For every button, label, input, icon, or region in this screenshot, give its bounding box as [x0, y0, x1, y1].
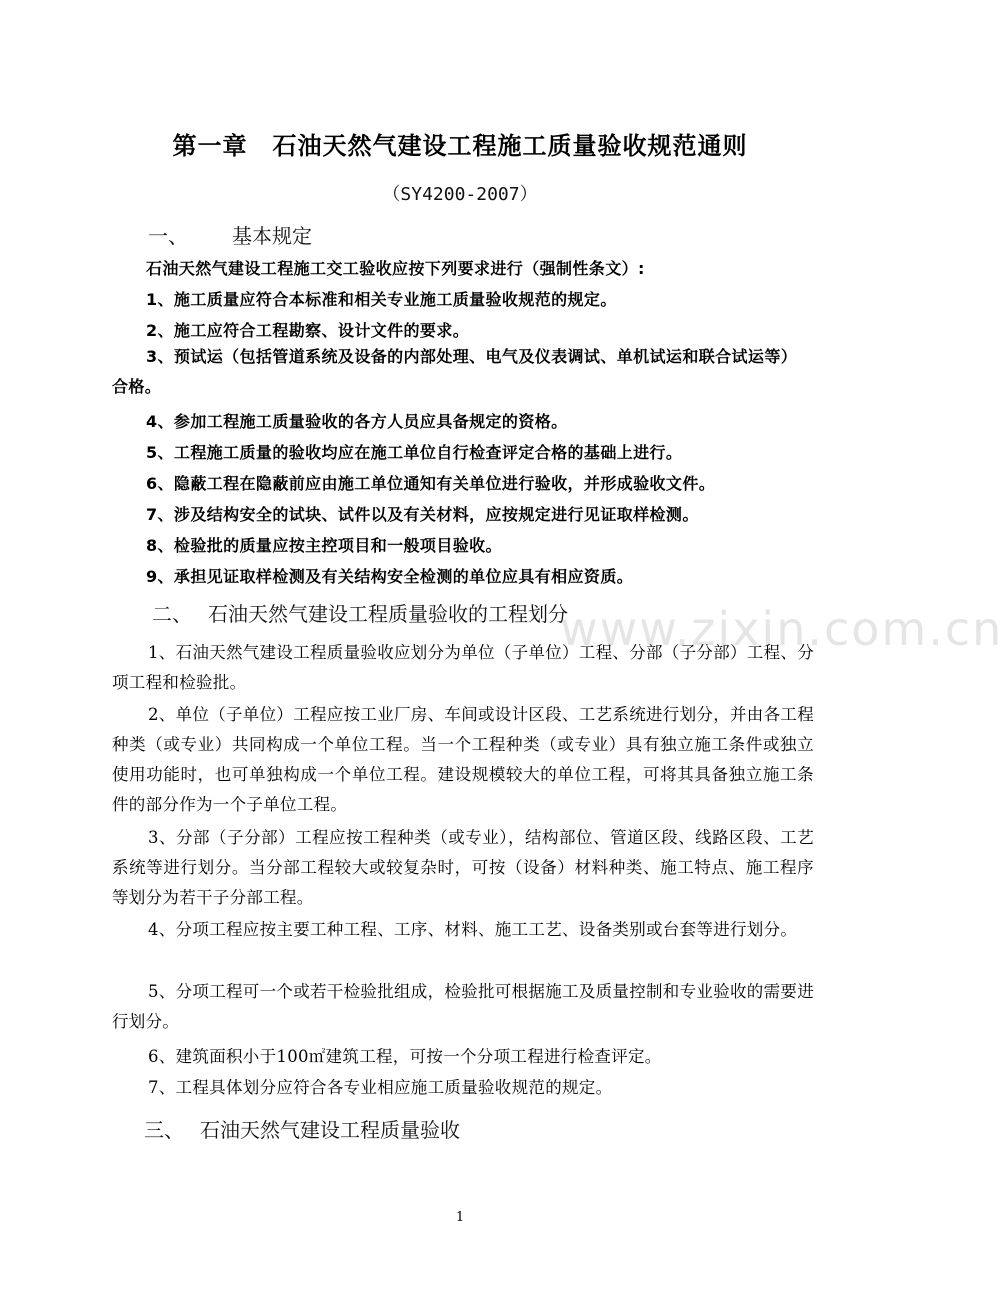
- rule-item: 4、参加工程施工质量验收的各方人员应具备规定的资格。: [146, 412, 568, 431]
- rule-item: 6、隐蔽工程在隐蔽前应由施工单位通知有关单位进行验收，并形成验收文件。: [146, 474, 716, 493]
- section-1-title: 基本规定: [232, 224, 312, 248]
- section-2-number: 二、: [152, 602, 192, 626]
- division-item: 1、石油天然气建设工程质量验收应划分为单位（子单位）工程、分部（子分部）工程、分项工程和检验批。: [112, 643, 814, 692]
- rule-item: 9、承担见证取样检测及有关结构安全检测的单位应具有相应资质。: [146, 567, 634, 586]
- section-2-heading: [152, 598, 568, 627]
- section-1-intro: 石油天然气建设工程施工交工验收应按下列要求进行（强制性条文）:: [146, 259, 645, 278]
- division-item: 6、建筑面积小于100㎡建筑工程，可按一个分项工程进行检查评定。: [148, 1047, 662, 1066]
- rule-item: 3、预试运（包括管道系统及设备的内部处理、电气及仪表调试、单机试运和联合试运等）合格。: [112, 347, 798, 396]
- rule-item: 7、涉及结构安全的试块、试件以及有关材料，应按规定进行见证取样检测。: [146, 505, 699, 524]
- standard-code: （SY4200-2007）: [382, 184, 538, 205]
- section-1-number: 一、: [148, 224, 188, 248]
- section-3-heading: [144, 1114, 460, 1143]
- rule-item: 5、工程施工质量的验收均应在施工单位自行检查评定合格的基础上进行。: [146, 443, 683, 462]
- division-item: 5、分项工程可一个或若干检验批组成，检验批可根据施工及质量控制和专业验收的需要进行划分。: [112, 982, 814, 1031]
- section-2-title: 石油天然气建设工程质量验收的工程划分: [208, 602, 568, 626]
- division-item: 4、分项工程应按主要工种工程、工序、材料、施工工艺、设备类别或台套等进行划分。: [148, 920, 798, 939]
- section-3-title: 石油天然气建设工程质量验收: [200, 1118, 460, 1142]
- section-3-number: 三、: [144, 1118, 184, 1142]
- chapter-title: 第一章 石油天然气建设工程施工质量验收规范通则: [172, 132, 748, 160]
- rule-item: 2、施工应符合工程勘察、设计文件的要求。: [146, 321, 470, 340]
- section-1-heading: [148, 220, 312, 249]
- rule-item: 8、检验批的质量应按主控项目和一般项目验收。: [146, 536, 502, 555]
- division-item: 3、分部（子分部）工程应按工程种类（或专业），结构部位、管道区段、线路区段、工艺系统等进行划分。当分部工程较大或较复杂时，可按（设备）材料种类、施工特点、施工程序等划分为若干子分部工程。: [112, 828, 814, 907]
- page-number: 1: [455, 1210, 465, 1225]
- division-item: 2、单位（子单位）工程应按工业厂房、车间或设计区段、工艺系统进行划分，并由各工程种类（或专业）共同构成一个单位工程。当一个工程种类（或专业）具有独立施工条件或独立使用功能时，也可单独构成一个单位工程。建设规模较大的单位工程，可将其具备独立施工条件的部分作为一个子单位工程。: [112, 705, 814, 814]
- rule-item: 1、施工质量应符合本标准和相关专业施工质量验收规范的规定。: [146, 290, 617, 309]
- watermark: www.zixin.com.cn: [560, 602, 1003, 656]
- division-item: 7、工程具体划分应符合各专业相应施工质量验收规范的规定。: [148, 1078, 613, 1097]
